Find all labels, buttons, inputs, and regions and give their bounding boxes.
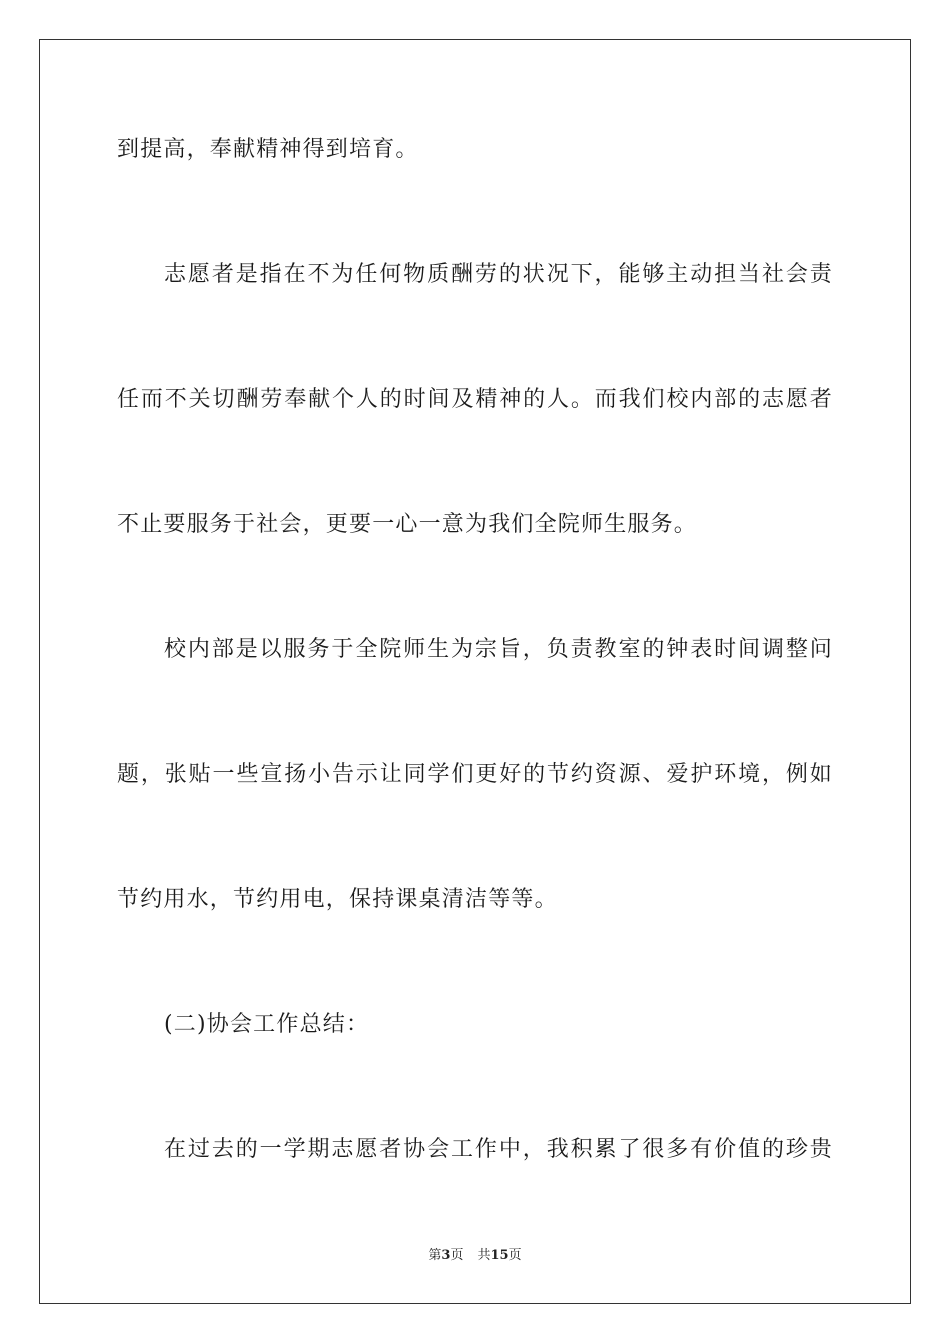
text-line-6: 题，张贴一些宣扬小告示让同学们更好的节约资源、爱护环境，例如 [117,762,833,787]
footer-total-pages: 15 [490,1248,509,1263]
text-line-3: 任而不关切酬劳奉献个人的时间及精神的人。而我们校内部的志愿者 [117,387,833,412]
text-line-1: 到提高，奉献精神得到培育。 [117,137,419,162]
text-line-5: 校内部是以服务于全院师生为宗旨，负责教室的钟表时间调整问 [164,637,833,662]
footer-total-prefix: 共 [477,1248,491,1263]
text-line-9: 在过去的一学期志愿者协会工作中，我积累了很多有价值的珍贵 [164,1137,833,1162]
footer-page-prefix: 第 [428,1248,442,1263]
text-line-7: 节约用水，节约用电，保持课桌清洁等等。 [117,887,558,912]
page-border [39,39,911,1304]
text-line-2: 志愿者是指在不为任何物质酬劳的状况下，能够主动担当社会责 [164,262,833,287]
text-line-4: 不止要服务于社会，更要一心一意为我们全院师生服务。 [117,512,698,537]
page-footer [0,1247,950,1265]
footer-page-number: 3 [441,1248,451,1263]
section-heading: (二)协会工作总结： [164,1012,370,1037]
footer-total-suffix: 页 [508,1248,522,1263]
footer-page-suffix: 页 [450,1248,464,1263]
